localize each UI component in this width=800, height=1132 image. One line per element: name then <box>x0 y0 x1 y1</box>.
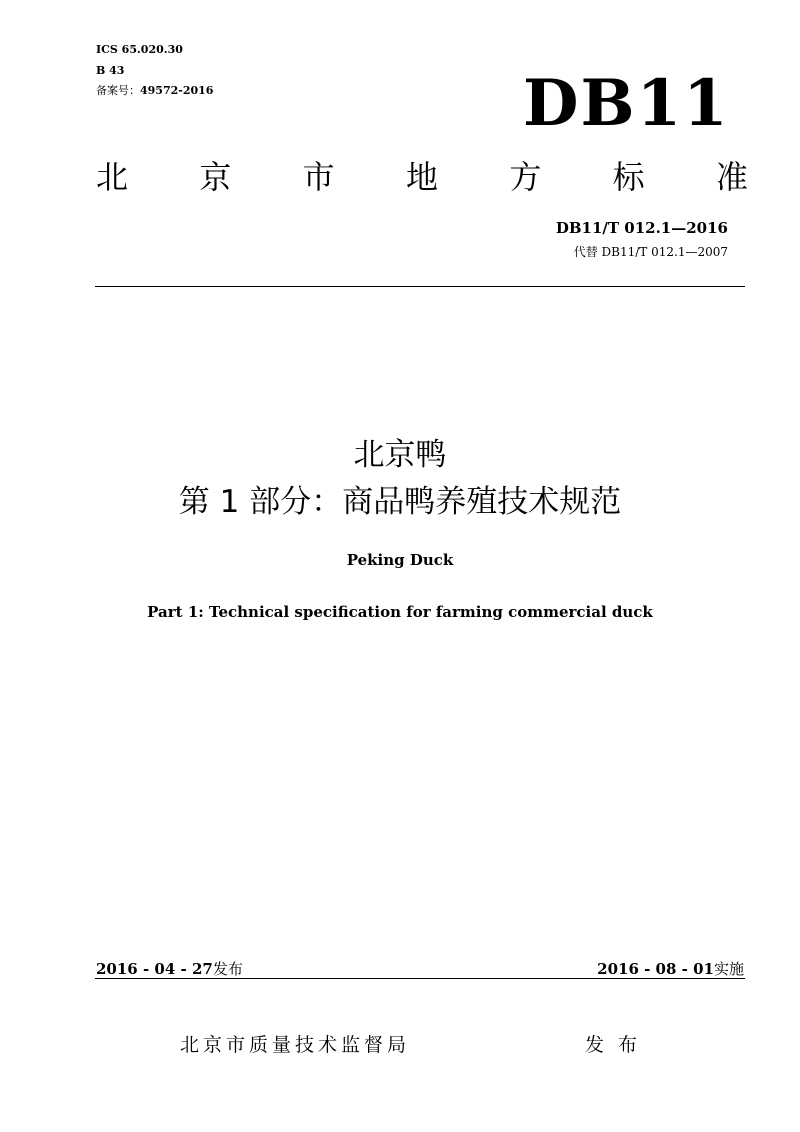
ccs-code: B 43 <box>96 64 125 77</box>
header-divider <box>95 286 745 287</box>
standard-type-char: 市 <box>302 158 335 196</box>
title-en-part: Part 1: Technical specification for farming commercial duck <box>147 603 653 621</box>
standard-type-char: 地 <box>405 158 438 196</box>
standard-type-char: 京 <box>199 158 232 196</box>
standard-number: DB11/T 012.1—2016 <box>555 219 728 237</box>
standard-type-title <box>96 150 748 204</box>
title-cn-main: 北京鸭 <box>353 437 447 473</box>
standard-type-char: 北 <box>96 158 129 196</box>
standard-type-char: 方 <box>509 158 542 196</box>
replaces-note: 代替 DB11/T 012.1—2007 <box>573 245 728 259</box>
issuing-authority: 北京市质量技术监督局 <box>180 1034 411 1056</box>
implement-date-value: 2016 - 08 - 01 <box>597 960 714 978</box>
ics-code: ICS 65.020.30 <box>96 43 183 56</box>
filing-value: 49572-2016 <box>140 84 214 97</box>
issue-date-value: 2016 - 04 - 27 <box>96 960 213 978</box>
issue-date-label: 发布 <box>212 960 243 978</box>
standard-type-char: 标 <box>612 158 645 196</box>
implement-date-label: 实施 <box>713 960 744 978</box>
title-cn-part: 第 1 部分：商品鸭养殖技术规范 <box>178 484 622 520</box>
standard-type-char: 准 <box>715 158 748 196</box>
publish-label: 发 布 <box>585 1034 642 1056</box>
title-en-main: Peking Duck <box>346 551 454 569</box>
filing-number <box>96 81 213 101</box>
db11-logo: DB11 <box>523 66 730 141</box>
filing-label: 备案号： <box>96 84 140 97</box>
footer-divider <box>95 978 745 979</box>
